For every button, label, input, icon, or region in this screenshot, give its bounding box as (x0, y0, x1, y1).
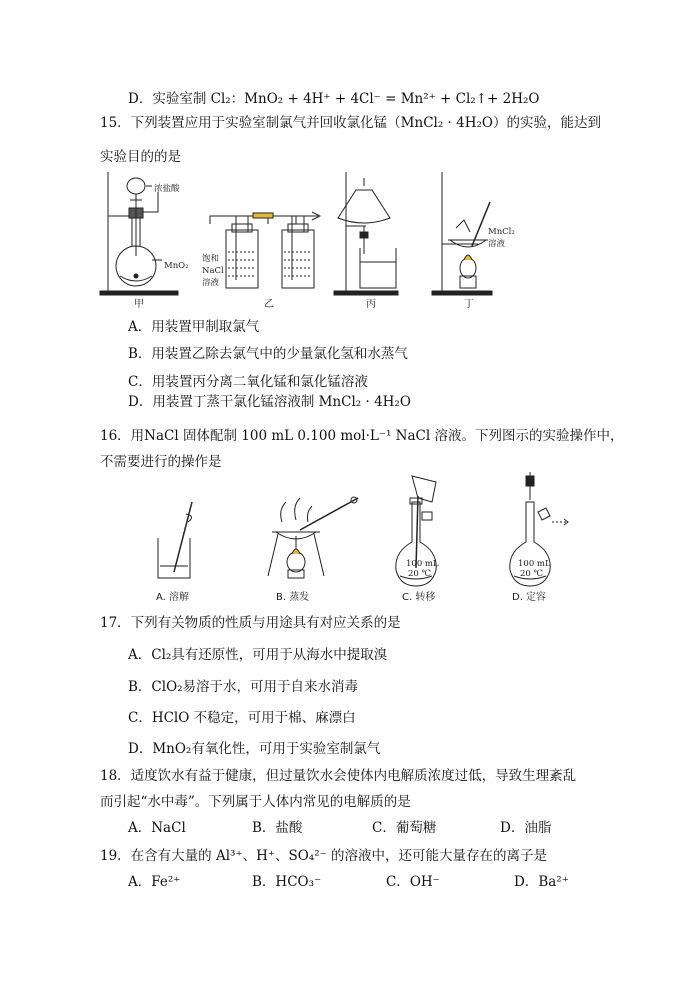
flask-d-volume: 100 mL (518, 559, 551, 569)
q17-option-a: A．Cl₂具有还原性，可用于从海水中提取溴 (128, 647, 388, 663)
q16-stem-line1: 16．用NaCl 固体配制 100 mL 0.100 mol·L⁻¹ NaCl 溶液。下列图示的实验操作中， (100, 428, 624, 444)
q16-operations-figure (150, 472, 570, 606)
q19-stem: 19．在含有大量的 Al³⁺、H⁺、SO₄²⁻ 的溶液中，还可能大量存在的离子是 (100, 848, 548, 864)
label-mno2: MnO₂ (164, 261, 189, 271)
q18-option-b: B．盐酸 (252, 820, 303, 836)
q19-option-c: C．OH⁻ (386, 874, 440, 890)
label-mncl2-solution: 溶液 (488, 239, 506, 249)
q15-stem-line1: 15．下列装置应用于实验室制氯气并回收氯化锰（MnCl₂ · 4H₂O）的实验，能达到 (100, 115, 601, 131)
caption-a-dissolve: A. 溶解 (156, 592, 190, 603)
caption-ding: 丁 (464, 299, 474, 308)
caption-bing: 丙 (366, 299, 376, 308)
q15-option-d: D．用装置丁蒸干氯化锰溶液制 MnCl₂ · 4H₂O (128, 394, 411, 410)
q18-option-a: A．NaCl (128, 820, 186, 836)
q15-apparatus-figure (98, 168, 518, 308)
q15-option-a: A．用装置甲制取氯气 (128, 319, 260, 335)
caption-d-make-up: D. 定容 (512, 592, 547, 603)
q15-option-c: C．用装置丙分离二氧化锰和氯化锰溶液 (128, 374, 368, 390)
label-mncl2: MnCl₂ (488, 227, 515, 237)
q14-option-d: D．实验室制 Cl₂：MnO₂ + 4H⁺ + 4Cl⁻ = Mn²⁺ + Cl₂↑+ 2H₂O (128, 91, 540, 107)
flask-c-temperature: 20 ℃ (408, 569, 432, 579)
q15-option-b: B．用装置乙除去氯气中的少量氯化氢和水蒸气 (128, 346, 408, 362)
flask-c-volume: 100 mL (406, 559, 439, 569)
q18-stem-line2: 而引起“水中毒”。下列属于人体内常见的电解质的是 (100, 794, 411, 810)
caption-b-evaporate: B. 蒸发 (276, 592, 310, 603)
q16-stem-line2: 不需要进行的操作是 (100, 454, 222, 470)
q19-option-d: D．Ba²⁺ (514, 874, 569, 890)
q19-option-a: A．Fe²⁺ (128, 874, 181, 890)
q17-option-c: C．HClO 不稳定，可用于棉、麻漂白 (128, 710, 356, 726)
label-solution: 溶液 (202, 278, 220, 288)
label-saturated: 饱和 (202, 254, 220, 264)
q17-option-d: D．MnO₂有氧化性，可用于实验室制氯气 (128, 741, 381, 757)
label-nacl: NaCl (202, 266, 224, 276)
caption-c-transfer: C. 转移 (402, 592, 436, 603)
q17-stem: 17．下列有关物质的性质与用途具有对应关系的是 (100, 615, 401, 631)
q18-stem-line1: 18．适度饮水有益于健康，但过量饮水会使体内电解质浓度过低，导致生理紊乱 (100, 768, 577, 784)
q18-option-c: C．葡萄糖 (372, 820, 437, 836)
q17-option-b: B．ClO₂易溶于水，可用于自来水消毒 (128, 679, 359, 695)
q18-option-d: D．油脂 (500, 820, 552, 836)
caption-jia: 甲 (134, 299, 144, 308)
label-conc-hcl: 浓盐酸 (154, 184, 180, 194)
caption-yi: 乙 (264, 299, 274, 308)
flask-d-temperature: 20 ℃ (520, 569, 544, 579)
q19-option-b: B．HCO₃⁻ (252, 874, 322, 890)
q15-stem-line2: 实验目的的是 (100, 149, 181, 165)
